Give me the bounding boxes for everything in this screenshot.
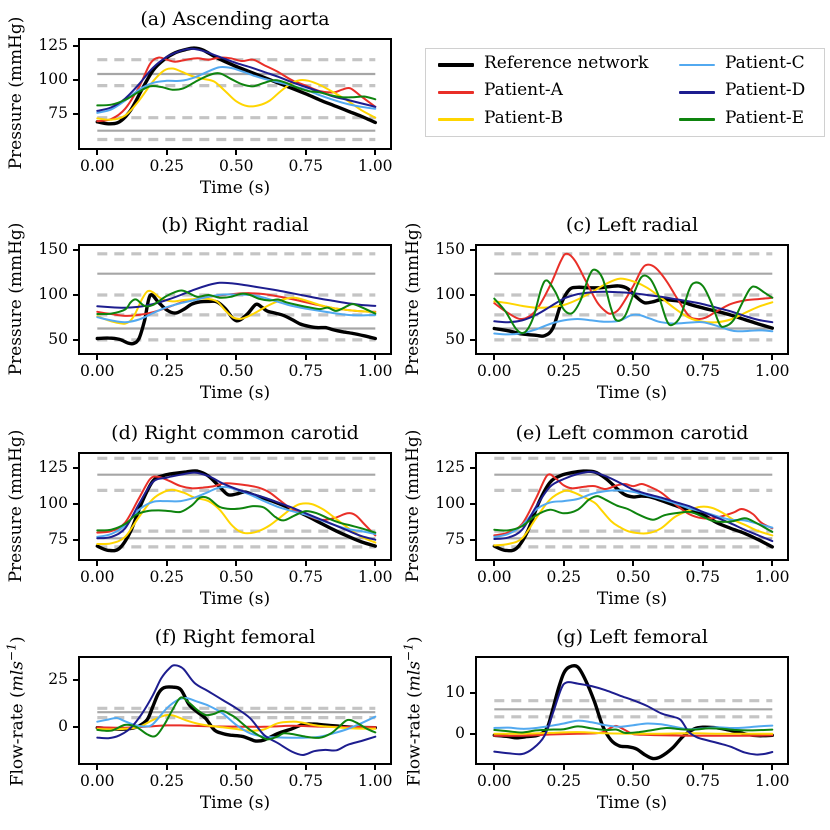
y-tick-a: [73, 113, 78, 115]
x-tick-label-g: 0.75: [685, 772, 721, 790]
y-tick-b: [73, 339, 78, 341]
x-tick-label-g: 1.00: [755, 772, 790, 790]
x-tick-f: [374, 765, 376, 770]
y-tick-label-g: 10: [445, 683, 465, 702]
y-axis-label-segment: Pressure (mmHg): [403, 222, 423, 375]
y-tick-b: [73, 249, 78, 251]
y-axis-label-segment: mls: [7, 660, 28, 691]
x-tick-label-g: 0.50: [616, 772, 651, 790]
panel-title-a: (a) Ascending aorta: [140, 8, 330, 30]
x-axis-label-c: Time (s): [596, 383, 668, 403]
x-axis-label-b: Time (s): [199, 383, 271, 403]
y-axis-label-segment: Pressure (mmHg): [6, 429, 26, 582]
x-tick-label-b: 1.00: [358, 362, 393, 380]
x-tick-b: [166, 355, 168, 360]
y-axis-label-segment: Pressure (mmHg): [403, 429, 423, 582]
legend-line-sample-patient_d: [679, 91, 715, 94]
y-tick-label-a: 125: [38, 36, 68, 54]
x-tick-label-b: 0.25: [149, 362, 185, 380]
y-tick-label-g: 0: [455, 724, 465, 743]
legend-line-sample-patient_c: [679, 64, 715, 67]
panel-title-b: (b) Right radial: [161, 214, 309, 236]
x-tick-c: [563, 355, 565, 360]
legend-label-patient_a: Patient-A: [484, 80, 563, 101]
x-tick-d: [235, 561, 237, 566]
x-tick-label-e: 0.00: [477, 568, 512, 586]
x-tick-label-a: 0.25: [149, 157, 185, 175]
legend-item-patient_b: [438, 109, 668, 131]
x-tick-label-d: 0.00: [80, 568, 115, 586]
x-tick-c: [771, 355, 773, 360]
legend-item-patient_c: [679, 54, 819, 76]
x-tick-label-d: 1.00: [358, 568, 393, 586]
plot-area-a: [80, 40, 390, 148]
x-tick-d: [166, 561, 168, 566]
x-axis-label-f: Time (s): [199, 793, 271, 813]
x-tick-g: [702, 765, 704, 770]
y-tick-label-c: 100: [435, 285, 465, 303]
legend-item-reference: [438, 54, 668, 76]
x-tick-label-a: 0.00: [80, 157, 115, 175]
legend-label-patient_d: Patient-D: [725, 80, 806, 101]
x-tick-label-c: 0.25: [546, 362, 582, 380]
series-line-patient_e: [494, 270, 772, 334]
x-tick-label-f: 0.25: [149, 772, 185, 790]
x-tick-label-c: 0.00: [477, 362, 512, 380]
y-axis-label-segment: Flow-rate (: [7, 690, 28, 786]
x-tick-label-e: 1.00: [755, 568, 790, 586]
x-tick-label-f: 0.50: [219, 772, 254, 790]
legend: [425, 48, 825, 137]
plot-area-c: [477, 246, 787, 353]
x-tick-g: [563, 765, 565, 770]
x-tick-f: [235, 765, 237, 770]
panel-title-d: (d) Right common carotid: [111, 422, 359, 444]
series-line-patient_c: [494, 721, 772, 730]
y-tick-label-b: 150: [38, 239, 68, 258]
panel-title-e: (e) Left common carotid: [515, 422, 749, 444]
x-tick-label-f: 0.75: [288, 772, 324, 790]
x-axis-label-a: Time (s): [199, 178, 271, 198]
x-tick-a: [374, 150, 376, 155]
y-axis-label-segment: Pressure (mmHg): [6, 222, 26, 375]
x-tick-label-d: 0.25: [149, 568, 185, 586]
x-tick-a: [235, 150, 237, 155]
y-tick-label-e: 75: [445, 529, 465, 548]
x-tick-label-b: 0.50: [219, 362, 254, 380]
y-tick-c: [470, 294, 475, 296]
y-tick-f: [73, 726, 78, 728]
x-tick-label-f: 1.00: [358, 772, 393, 790]
x-axis-label-d: Time (s): [199, 589, 271, 609]
y-tick-label-d: 100: [38, 494, 68, 512]
y-tick-g: [470, 733, 475, 735]
x-tick-label-a: 0.75: [288, 157, 324, 175]
x-tick-label-f: 0.00: [80, 772, 115, 790]
x-tick-label-g: 0.00: [477, 772, 512, 790]
y-axis-label-segment: −1: [4, 642, 19, 661]
y-tick-label-b: 100: [38, 285, 68, 303]
x-tick-label-b: 0.75: [288, 362, 324, 380]
y-tick-label-a: 75: [48, 104, 68, 123]
x-tick-d: [96, 561, 98, 566]
y-axis-label-segment: Flow-rate (: [404, 690, 425, 786]
x-tick-a: [166, 150, 168, 155]
legend-label-patient_e: Patient-E: [725, 107, 805, 128]
x-tick-b: [305, 355, 307, 360]
x-tick-c: [702, 355, 704, 360]
x-tick-f: [166, 765, 168, 770]
x-axis-label-g: Time (s): [596, 793, 668, 813]
x-tick-label-e: 0.75: [685, 568, 721, 586]
y-axis-label-text-f: [5, 561, 28, 830]
x-tick-label-a: 1.00: [358, 157, 393, 175]
y-tick-a: [73, 79, 78, 81]
x-tick-a: [96, 150, 98, 155]
legend-label-reference: Reference network: [484, 53, 649, 73]
x-tick-label-g: 0.25: [546, 772, 582, 790]
y-tick-a: [73, 45, 78, 47]
x-tick-label-e: 0.25: [546, 568, 582, 586]
y-tick-label-f: 0: [58, 716, 68, 735]
legend-line-sample-patient_a: [438, 91, 474, 94]
series-line-patient_a: [494, 474, 772, 535]
x-tick-label-d: 0.50: [219, 568, 254, 586]
x-tick-g: [493, 765, 495, 770]
panel-title-g: (g) Left femoral: [556, 626, 708, 648]
y-tick-label-d: 125: [38, 458, 68, 477]
y-tick-e: [470, 467, 475, 469]
x-tick-d: [305, 561, 307, 566]
y-tick-label-f: 25: [48, 670, 68, 689]
y-tick-d: [73, 503, 78, 505]
y-tick-f: [73, 679, 78, 681]
y-axis-label-segment: ): [7, 635, 28, 643]
x-tick-label-e: 0.50: [616, 568, 651, 586]
y-axis-label-segment: Pressure (mmHg): [6, 16, 26, 170]
x-axis-label-e: Time (s): [596, 589, 668, 609]
y-tick-e: [470, 539, 475, 541]
y-tick-label-e: 100: [435, 494, 465, 512]
x-tick-a: [305, 150, 307, 155]
legend-item-patient_a: [438, 81, 668, 103]
y-tick-label-d: 75: [48, 529, 68, 548]
x-tick-f: [305, 765, 307, 770]
x-tick-e: [632, 561, 634, 566]
y-axis-label-segment: ): [404, 635, 425, 643]
x-tick-label-a: 0.50: [219, 157, 254, 175]
legend-item-patient_d: [679, 81, 819, 103]
y-tick-label-c: 50: [445, 330, 465, 349]
y-axis-label-segment: mls: [404, 660, 425, 691]
legend-line-sample-patient_e: [679, 118, 715, 121]
x-tick-g: [632, 765, 634, 770]
x-tick-b: [374, 355, 376, 360]
legend-label-patient_c: Patient-C: [725, 53, 805, 73]
x-tick-e: [493, 561, 495, 566]
x-tick-b: [235, 355, 237, 360]
plot-area-e: [477, 454, 787, 559]
x-tick-f: [96, 765, 98, 770]
x-tick-e: [702, 561, 704, 566]
panel-title-f: (f) Right femoral: [154, 626, 316, 648]
y-tick-e: [470, 503, 475, 505]
y-tick-label-a: 100: [38, 70, 68, 89]
x-tick-label-c: 0.75: [685, 362, 721, 380]
y-tick-label-b: 50: [48, 330, 68, 349]
x-tick-label-d: 0.75: [288, 568, 324, 586]
plot-area-g: [477, 658, 787, 763]
y-tick-c: [470, 249, 475, 251]
legend-line-sample-patient_b: [438, 118, 474, 121]
x-tick-label-b: 0.00: [80, 362, 115, 380]
x-tick-d: [374, 561, 376, 566]
y-tick-d: [73, 539, 78, 541]
y-tick-label-e: 125: [435, 458, 465, 477]
y-tick-c: [470, 339, 475, 341]
x-tick-e: [563, 561, 565, 566]
x-tick-c: [632, 355, 634, 360]
x-tick-e: [771, 561, 773, 566]
x-tick-c: [493, 355, 495, 360]
y-axis-label-segment: −1: [401, 642, 416, 661]
legend-label-patient_b: Patient-B: [484, 107, 564, 128]
x-tick-g: [771, 765, 773, 770]
y-tick-g: [470, 692, 475, 694]
y-tick-d: [73, 467, 78, 469]
y-tick-label-c: 150: [435, 239, 465, 258]
legend-item-patient_e: [679, 109, 819, 131]
x-tick-b: [96, 355, 98, 360]
x-tick-label-c: 1.00: [755, 362, 790, 380]
legend-line-sample-reference: [438, 63, 474, 67]
x-tick-label-c: 0.50: [616, 362, 651, 380]
panel-title-c: (c) Left radial: [565, 214, 699, 236]
y-tick-b: [73, 294, 78, 296]
